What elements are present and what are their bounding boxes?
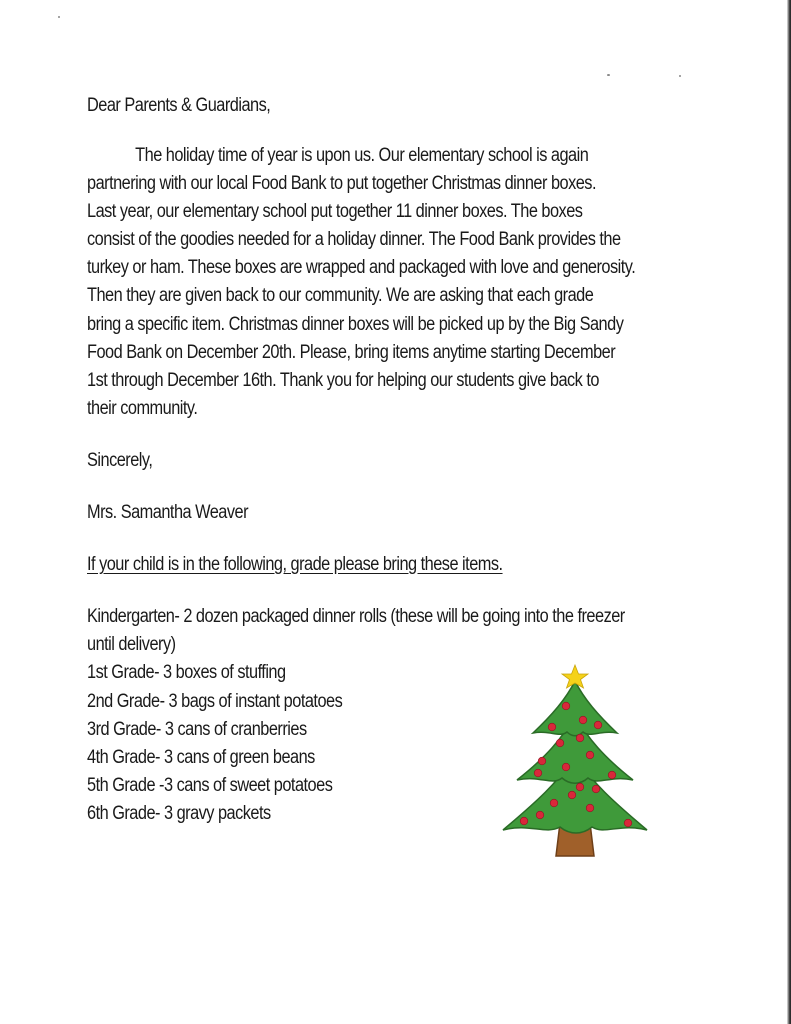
list-item: until delivery) xyxy=(87,634,176,656)
paragraph-line: Then they are given back to our community. We are asking that each grade xyxy=(87,285,594,307)
paragraph-line: 1st through December 16th. Thank you for helping our students give back to xyxy=(87,369,599,391)
paragraph-line: consist of the goodies needed for a holiday dinner. The Food Bank provides the xyxy=(87,229,621,251)
paragraph-line: partnering with our local Food Bank to put together Christmas dinner boxes. xyxy=(87,173,596,195)
scan-speck xyxy=(679,75,681,77)
list-item: 4th Grade- 3 cans of green beans xyxy=(87,746,315,768)
paragraph-line: their community. xyxy=(87,397,198,419)
paragraph-line: turkey or ham. These boxes are wrapped and packaged with love and generosity. xyxy=(87,257,636,279)
christmas-tree-icon xyxy=(500,663,650,861)
main-paragraph xyxy=(87,142,706,423)
paragraph-line: Last year, our elementary school put together 11 dinner boxes. The boxes xyxy=(87,201,583,223)
list-item: 3rd Grade- 3 cans of cranberries xyxy=(87,718,307,740)
closing: Sincerely, xyxy=(87,449,153,471)
list-item: 6th Grade- 3 gravy packets xyxy=(87,803,271,825)
instructions-heading: If your child is in the following, grade please bring these items. xyxy=(87,553,503,575)
scan-speck xyxy=(58,16,60,18)
salutation: Dear Parents & Guardians, xyxy=(87,95,271,116)
signer-name: Mrs. Samantha Weaver xyxy=(87,501,249,523)
list-item: 2nd Grade- 3 bags of instant potatoes xyxy=(87,690,343,712)
paragraph-line: The holiday time of year is upon us. Our elementary school is again xyxy=(135,145,589,166)
list-item: Kindergarten- 2 dozen packaged dinner rolls (these will be going into the freezer xyxy=(87,605,625,627)
list-item: 1st Grade- 3 boxes of stuffing xyxy=(87,662,286,684)
scan-speck xyxy=(607,74,610,76)
paragraph-line: bring a specific item. Christmas dinner boxes will be picked up by the Big Sandy xyxy=(87,313,624,335)
paragraph-line: Food Bank on December 20th. Please, bring items anytime starting December xyxy=(87,341,616,363)
list-item: 5th Grade -3 cans of sweet potatoes xyxy=(87,775,333,797)
scan-edge xyxy=(787,0,791,1024)
